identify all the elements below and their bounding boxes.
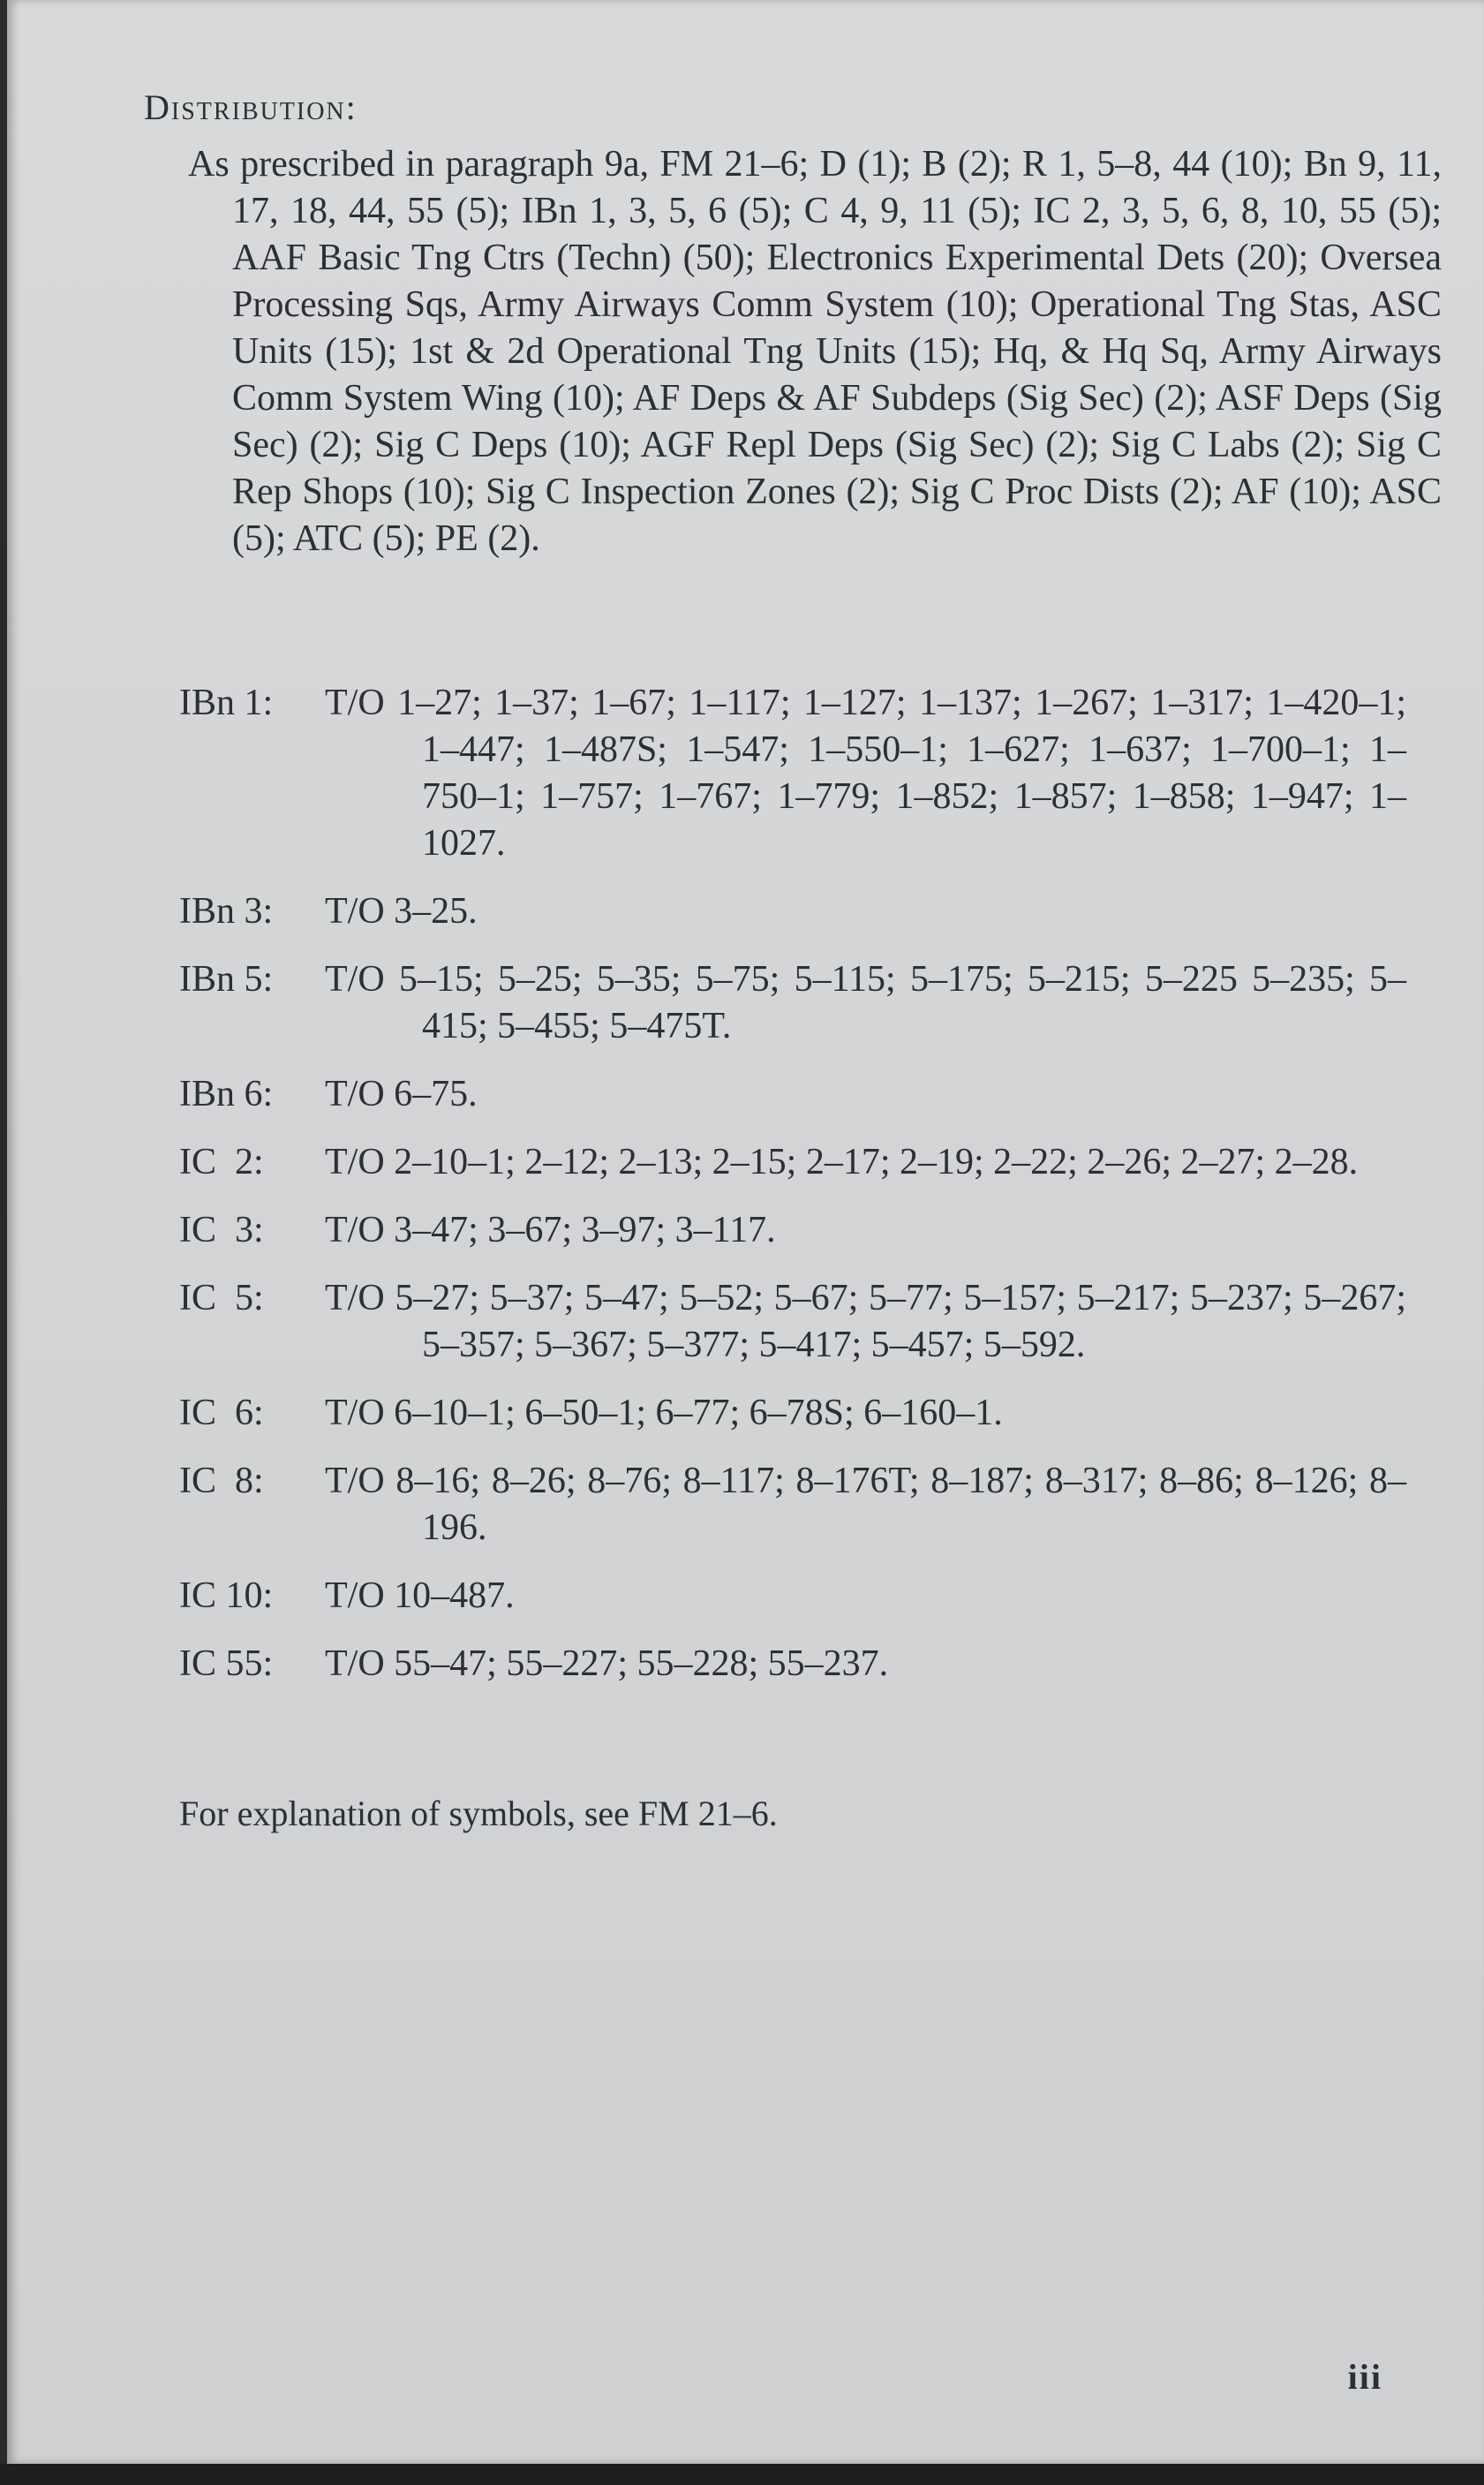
page-number: iii bbox=[1347, 2357, 1382, 2397]
entry-unit: IC 8: bbox=[179, 1461, 264, 1501]
entry-tables-of-organization: T/O 8–16; 8–26; 8–76; 8–117; 8–176T; 8–187; 8–317; 8–86; 8–126; 8–196. bbox=[325, 1461, 1406, 1548]
scan-bottom-edge bbox=[0, 2464, 1484, 2485]
distribution-entry bbox=[179, 1573, 1406, 1620]
footnote: For explanation of symbols, see FM 21–6. bbox=[179, 1794, 778, 1833]
distribution-entry bbox=[179, 680, 1406, 867]
entry-tables-of-organization: T/O 6–10–1; 6–50–1; 6–77; 6–78S; 6–160–1. bbox=[325, 1393, 1003, 1433]
entry-tables-of-organization: T/O 3–25. bbox=[325, 891, 478, 932]
distribution-entry bbox=[179, 1071, 1406, 1118]
distribution-entry bbox=[179, 888, 1406, 935]
distribution-entry bbox=[179, 1139, 1406, 1186]
entry-tables-of-organization: T/O 10–487. bbox=[325, 1575, 515, 1616]
entry-tables-of-organization: T/O 6–75. bbox=[325, 1074, 478, 1114]
distribution-entry bbox=[179, 1275, 1406, 1369]
entry-unit: IC 2: bbox=[179, 1142, 264, 1182]
document-page bbox=[7, 0, 1484, 2464]
entry-unit: IC 10: bbox=[179, 1575, 274, 1616]
distribution-paragraph: As prescribed in paragraph 9a, FM 21–6; D (1); B (2); R 1, 5–8, 44 (10); Bn 9, 11, 17, 18, 44, 55 (5); IBn 1, 3, 5, 6 (5); C 4, 9, 11 (5); IC 2, 3, 5, 6, 8, 10, 55 (5); AAF Basic Tng Ctrs (Techn) (50); Electronics Experimental Dets (20); Oversea Processing Sqs, Army Airways Comm System (10); Operational Tng Stas, ASC Units (15); 1st & 2d Operational Tng Units (15); Hq, & Hq Sq, Army Airways Comm System Wing (10); AF Deps & AF Subdeps (Sig Sec) (2); ASF Deps (Sig Sec) (2); Sig C Deps (10); AGF Repl Deps (Sig Sec) (2); Sig C Labs (2); Sig C Rep Shops (10); Sig C Inspection Zones (2); Sig C Proc Dists (2); AF (10); ASC (5); ATC (5); PE (2). bbox=[188, 144, 1442, 559]
distribution-list bbox=[179, 680, 1406, 1709]
distribution-entry bbox=[179, 1641, 1406, 1688]
entry-tables-of-organization: T/O 3–47; 3–67; 3–97; 3–117. bbox=[325, 1210, 776, 1250]
entry-unit: IC 55: bbox=[179, 1643, 274, 1684]
entry-unit: IC 5: bbox=[179, 1278, 264, 1318]
entry-tables-of-organization: T/O 1–27; 1–37; 1–67; 1–117; 1–127; 1–137; 1–267; 1–317; 1–420–1; 1–447; 1–487S; 1–547; 1–550–1; 1–627; 1–637; 1–700–1; 1–750–1; 1–757; 1–767; 1–779; 1–852; 1–857; 1–858; 1–947; 1–1027. bbox=[325, 683, 1406, 864]
entry-tables-of-organization: T/O 5–27; 5–37; 5–47; 5–52; 5–67; 5–77; 5–157; 5–217; 5–237; 5–267; 5–357; 5–367; 5–377; 5–417; 5–457; 5–592. bbox=[325, 1278, 1406, 1365]
entry-unit: IBn 6: bbox=[179, 1074, 274, 1114]
entry-unit: IBn 5: bbox=[179, 959, 274, 1000]
entry-tables-of-organization: T/O 2–10–1; 2–12; 2–13; 2–15; 2–17; 2–19; 2–22; 2–26; 2–27; 2–28. bbox=[325, 1142, 1359, 1182]
distribution-entry bbox=[179, 1207, 1406, 1254]
distribution-heading: Distribution: bbox=[144, 87, 358, 127]
distribution-entry bbox=[179, 1390, 1406, 1437]
distribution-entry bbox=[179, 1458, 1406, 1552]
entry-tables-of-organization: T/O 55–47; 55–227; 55–228; 55–237. bbox=[325, 1643, 889, 1684]
entry-unit: IC 6: bbox=[179, 1393, 264, 1433]
distribution-entry bbox=[179, 956, 1406, 1050]
entry-unit: IBn 3: bbox=[179, 891, 274, 932]
entry-tables-of-organization: T/O 5–15; 5–25; 5–35; 5–75; 5–115; 5–175; 5–215; 5–225 5–235; 5–415; 5–455; 5–475T. bbox=[325, 959, 1406, 1046]
entry-unit: IC 3: bbox=[179, 1210, 264, 1250]
entry-unit: IBn 1: bbox=[179, 683, 274, 723]
